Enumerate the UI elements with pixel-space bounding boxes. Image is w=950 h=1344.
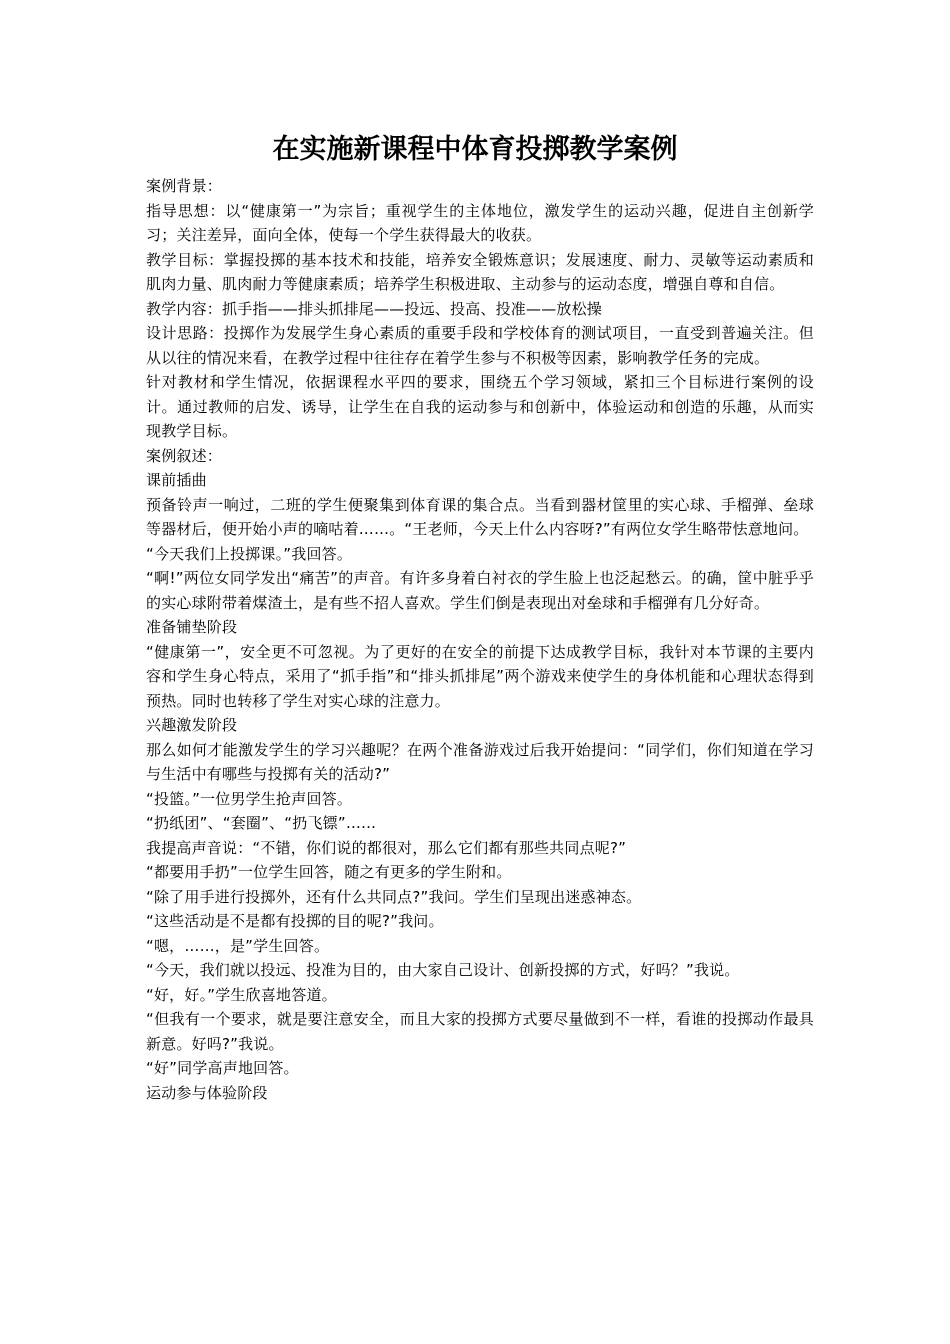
paragraph: “扔纸团”、“套圈”、“扔飞镖”…… [146, 814, 377, 832]
section-heading: 案例叙述： [146, 446, 223, 465]
paragraph: 教学目标：掌握投掷的基本技术和技能，培养安全锻炼意识；发展速度、耐力、灵敏等运动素质和肌肉力量、肌肉耐力等健康素质；培养学生积极进取、主动参与的运动态度，增强自尊和自信。 [146, 250, 814, 293]
paragraph: 指导思想：以“健康第一”为宗旨；重视学生的主体地位，激发学生的运动兴趣，促进自主创新学习；关注差异，面向全体，使每一个学生获得最大的收获。 [146, 201, 814, 244]
paragraph: 设计思路：投掷作为发展学生身心素质的重要手段和学校体育的测试项目，一直受到普遍关注。但从以往的情况来看，在教学过程中往往存在着学生参与不积极等因素，影响教学任务的完成。 [146, 324, 814, 367]
paragraph: 那么如何才能激发学生的学习兴趣呢？在两个准备游戏过后我开始提问：“同学们，你们知道在学习与生活中有哪些与投掷有关的活动?” [146, 740, 814, 783]
paragraph: 针对教材和学生情况，依据课程水平四的要求，围绕五个学习领域，紧扣三个目标进行案例的设计。通过教师的启发、诱导，让学生在自我的运动参与和创新中，体验运动和创造的乐趣，从而实现教学目标。 [146, 373, 814, 440]
paragraph: “今天我们上投掷课。”我回答。 [146, 544, 353, 563]
paragraph: “今天，我们就以投远、投准为目的，由大家自己设计、创新投掷的方式，好吗？”我说。 [146, 961, 740, 979]
paragraph: “啊!”两位女同学发出“痛苦”的声音。有许多身着白衬衣的学生脸上也泛起愁云。的确，筐中脏乎乎的实心球附带着煤渣土，是有些不招人喜欢。学生们倒是表现出对垒球和手榴弹有几分好奇。 [146, 569, 814, 612]
paragraph: “这些活动是不是都有投掷的目的呢?”我问。 [146, 912, 444, 930]
paragraph: 教学内容：抓手指——排头抓排尾——投远、投高、投准——放松操 [146, 299, 603, 318]
paragraph: “除了用手进行投掷外，还有什么共同点?”我问。学生们呈现出迷惑神态。 [146, 887, 642, 906]
section-heading: 兴趣激发阶段 [146, 716, 238, 734]
paragraph: “都要用手扔”一位学生回答，随之有更多的学生附和。 [146, 863, 512, 881]
paragraph: “健康第一”，安全更不可忽视。为了更好的在安全的前提下达成教学目标，我针对本节课的主要内容和学生身心特点，采用了“抓手指”和“排头抓排尾”两个游戏来使学生的身体机能和心理状态得到预热。同时也转移了学生对实心球的注意力。 [146, 642, 814, 710]
section-heading: 准备铺垫阶段 [146, 618, 238, 636]
paragraph: 案例背景： [146, 177, 223, 195]
document-body [146, 174, 814, 1105]
paragraph: “投篮。”一位男学生抢声回答。 [146, 789, 353, 808]
paragraph: “嗯，……，是”学生回答。 [146, 936, 330, 955]
section-heading: 运动参与体验阶段 [146, 1083, 268, 1102]
paragraph: “好，好。”学生欣喜地答道。 [146, 985, 337, 1004]
paragraph: 我提高声音说：“不错，你们说的都很对，那么它们都有那些共同点呢?” [146, 838, 627, 857]
paragraph: 预备铃声一响过，二班的学生便聚集到体育课的集合点。当看到器材筐里的实心球、手榴弹、垒球等器材后，便开始小声的嘀咕着……。“王老师，今天上什么内容呀?”有两位女学生略带怯意地问。 [146, 495, 814, 538]
document-title: 在实施新课程中体育投掷教学案例 [272, 134, 678, 165]
section-heading: 课前插曲 [146, 471, 207, 489]
paragraph: “但我有一个要求，就是要注意安全，而且大家的投掷方式要尽量做到不一样，看谁的投掷动作最具新意。好吗?”我说。 [146, 1010, 814, 1053]
paragraph: “好”同学高声地回答。 [146, 1059, 299, 1077]
